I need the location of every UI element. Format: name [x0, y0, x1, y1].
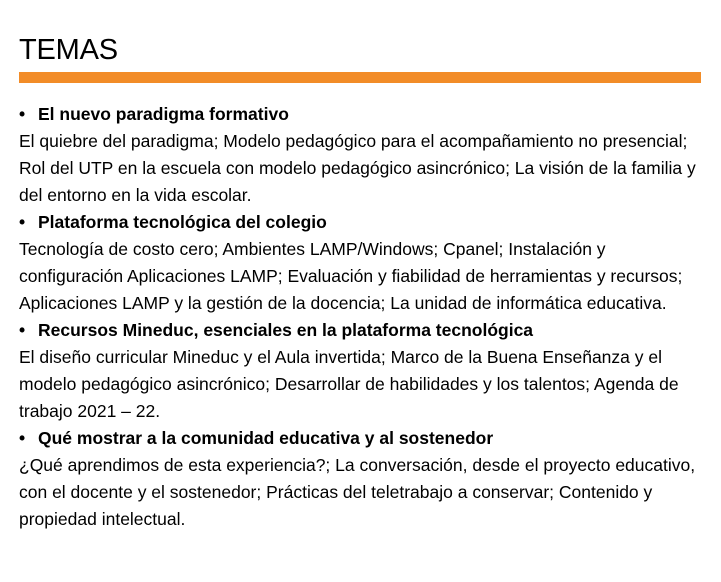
bullet-icon: • — [19, 104, 26, 124]
topic-description: ¿Qué aprendimos de esta experiencia?; La conversación, desde el proyecto educativo, con el docente y el sostenedor; Prácticas del teletrabajo a conservar; Contenido y propiedad intelectual. — [19, 455, 696, 529]
topic-list — [19, 101, 709, 533]
topic-description: El quiebre del paradigma; Modelo pedagógico para el acompañamiento no presencial; Rol del UTP en la escuela con modelo pedagógico asincrónico; La visión de la familia y del entorno en la vida escolar. — [19, 131, 696, 205]
bullet-icon: • — [19, 320, 26, 340]
topic-item — [19, 209, 709, 317]
topic-heading — [19, 425, 709, 452]
bullet-icon: • — [19, 428, 26, 448]
topic-heading-text: Qué mostrar a la comunidad educativa y al sostenedor — [38, 428, 494, 448]
page-title: TEMAS — [19, 34, 118, 66]
topic-description: Tecnología de costo cero; Ambientes LAMP/Windows; Cpanel; Instalación y configuración Aplicaciones LAMP; Evaluación y fiabilidad de herramientas y recursos; Aplicaciones LAMP y la gestión de la docencia; La unidad de informática educativa. — [19, 239, 683, 313]
topic-item — [19, 317, 709, 425]
topic-heading — [19, 101, 709, 128]
topic-heading-text: El nuevo paradigma formativo — [38, 104, 289, 124]
topic-heading — [19, 317, 709, 344]
topic-description: El diseño curricular Mineduc y el Aula invertida; Marco de la Buena Enseñanza y el modelo pedagógico asincrónico; Desarrollar de habilidades y los talentos; Agenda de trabajo 2021 – 22. — [19, 347, 679, 421]
topic-item — [19, 101, 709, 209]
topic-heading-text: Recursos Mineduc, esenciales en la plataforma tecnológica — [38, 320, 534, 340]
topic-heading — [19, 209, 709, 236]
topic-heading-text: Plataforma tecnológica del colegio — [38, 212, 327, 232]
topic-item — [19, 425, 709, 533]
title-underline-bar — [19, 72, 701, 83]
bullet-icon: • — [19, 212, 26, 232]
